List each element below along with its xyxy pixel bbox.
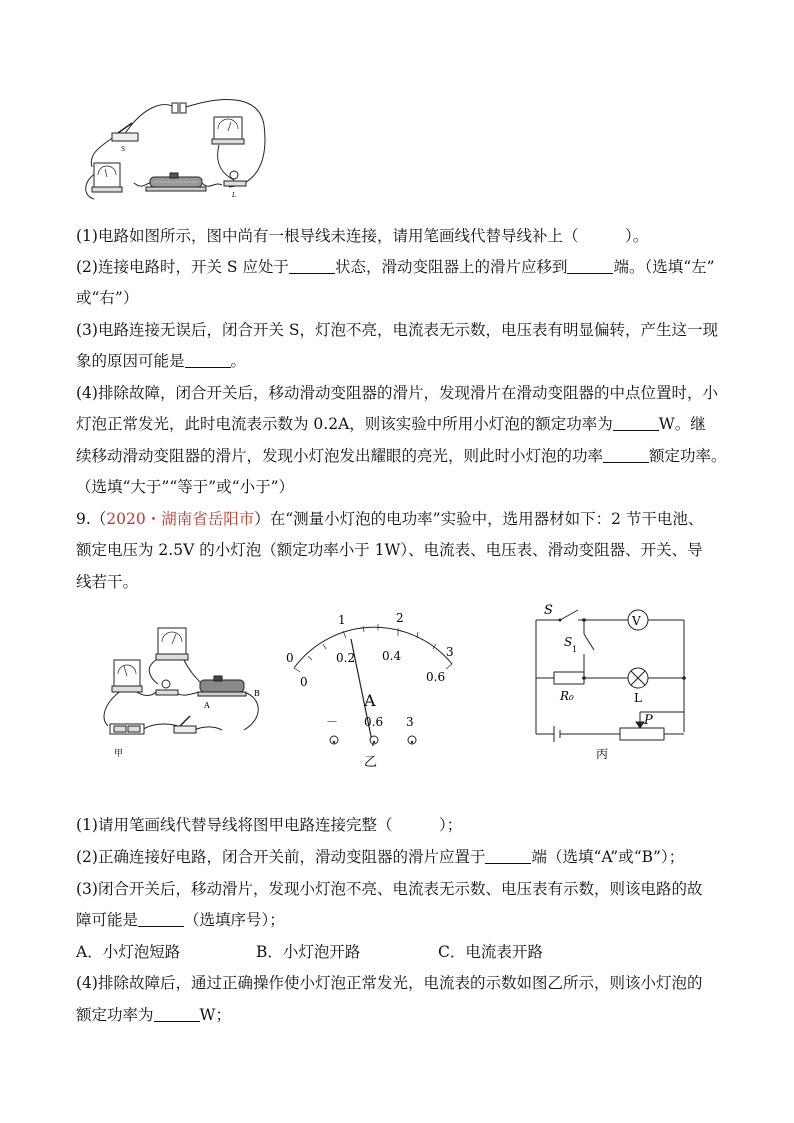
switch-label: S xyxy=(121,146,126,153)
dial-tick-outer: 0 xyxy=(286,651,294,665)
q8-part2-text-c: 端。（选填“左” xyxy=(613,258,715,276)
q8-part4-text-c2: 额定功率。 xyxy=(649,447,727,465)
q9-part4-text-c: W； xyxy=(199,1006,231,1024)
dial-tick-outer: 2 xyxy=(396,611,404,625)
dial-tick-inner: 0 xyxy=(300,675,308,689)
q9-part4-text-b: 额定功率为 xyxy=(76,1006,154,1024)
answer-blank[interactable] xyxy=(603,447,649,463)
q9-part3-line1: (3)闭合开关后，移动滑片，发现小灯泡不亮、电流表无示数、电压表有示数，则该电路的故 xyxy=(76,880,703,898)
q9-intro-line2: 额定电压为 2.5V 的小灯泡（额定功率小于 1W）、电流表、电压表、滑动变阻器、开关、导 xyxy=(76,541,703,559)
slider-label: P xyxy=(644,713,653,728)
terminal-label: 3 xyxy=(406,715,414,729)
lamp-label: L xyxy=(634,691,642,705)
rheostat-label-a: A xyxy=(204,701,210,710)
q8-part4-text-b2: W。继 xyxy=(658,415,706,433)
answer-blank[interactable] xyxy=(613,415,659,431)
voltmeter-label: V xyxy=(632,614,641,628)
q9-part3-text-c: （选填序号）； xyxy=(184,911,285,929)
q9-intro-line1 xyxy=(76,509,726,529)
dial-tick-inner: 0.2 xyxy=(336,651,356,665)
q8-part4-line4: （选填“大于”“等于”或“小于”） xyxy=(76,478,295,496)
q8-part3-text-c: 。 xyxy=(230,352,247,370)
option-b: B．小灯泡开路 xyxy=(256,943,361,961)
answer-blank[interactable] xyxy=(567,258,613,274)
q8-part3-line2 xyxy=(76,351,726,371)
q9-number: 9.（ xyxy=(76,510,107,528)
circuit-figure-jia xyxy=(94,618,274,768)
dial-tick-inner: 0.4 xyxy=(382,649,402,663)
q9-part1: (1)请用笔画线代替导线将图甲电路连接完整（ ）； xyxy=(76,816,463,834)
q9-intro-text: ）在“测量小灯泡的电功率”实验中，选用器材如下：2 节干电池、 xyxy=(254,510,704,528)
circuit-figure-1 xyxy=(74,95,274,205)
switch-s1-label: S xyxy=(564,635,573,649)
option-a: A．小灯泡短路 xyxy=(76,943,181,961)
switch-s-label: S xyxy=(544,603,553,618)
dial-tick-inner: 0.6 xyxy=(426,670,446,684)
figure-yi-caption: 乙 xyxy=(364,755,378,770)
figure-jia-caption: 甲 xyxy=(114,749,124,759)
dial-unit: A xyxy=(364,691,376,710)
figure-bing-caption: 丙 xyxy=(596,747,609,761)
answer-blank[interactable] xyxy=(185,352,231,368)
q8-part4-text-c1: 续移动滑动变阻器的滑片，发现小灯泡发出耀眼的亮光，则此时小灯泡的功率 xyxy=(76,447,604,465)
q9-part3-line2 xyxy=(76,910,726,930)
q8-part4-line2 xyxy=(76,414,726,434)
q9-part3-text-b: 障可能是 xyxy=(76,911,139,929)
q9-intro-line3: 线若干。 xyxy=(76,573,139,591)
q8-part1: (1)电路如图所示，图中尚有一根导线未连接，请用笔画线代替导线补上（ ）。 xyxy=(76,227,649,245)
q9-part2-text-a: (2)正确连接好电路，闭合开关前，滑动变阻器的滑片应置于 xyxy=(76,848,486,866)
rheostat-label-b: B xyxy=(254,689,260,698)
q9-part4-line2 xyxy=(76,1005,726,1025)
option-c: C．电流表开路 xyxy=(438,943,543,961)
q8-part3-line1: (3)电路连接无误后，闭合开关 S，灯泡不亮，电流表无示数，电压表有明显偏转，产生这一现 xyxy=(76,321,719,339)
terminal-label: 0.6 xyxy=(364,715,384,729)
q9-part2-text-b: 端（选填“A”或“B”）； xyxy=(531,848,685,866)
q8-part2-text-a: (2)连接电路时，开关 S 应处于 xyxy=(76,258,289,276)
q9-part2 xyxy=(76,847,726,867)
ammeter-dial-yi xyxy=(278,606,468,776)
terminal-neg: － xyxy=(326,715,339,729)
answer-blank[interactable] xyxy=(138,911,184,927)
answer-blank[interactable] xyxy=(289,258,335,274)
dial-tick-outer: 3 xyxy=(446,645,454,659)
q8-part4-line1: (4)排除故障，闭合开关后，移动滑动变阻器的滑片，发现滑片在滑动变阻器的中点位置时，小 xyxy=(76,384,718,402)
q8-part2-line1 xyxy=(76,257,726,277)
q8-part3-text-b: 象的原因可能是 xyxy=(76,352,185,370)
q8-part4-line3 xyxy=(76,446,726,466)
switch-s1-subscript: 1 xyxy=(572,645,578,654)
resistor-label: R₀ xyxy=(560,689,574,703)
lamp-label: L xyxy=(232,192,236,199)
dial-tick-outer: 1 xyxy=(338,613,346,627)
q9-part4-line1: (4)排除故障后，通过正确操作使小灯泡正常发光，电流表的示数如图乙所示，则该小灯泡的 xyxy=(76,974,703,992)
q9-source: 2020・湖南省岳阳市 xyxy=(106,510,255,528)
q8-part2-text-b: 状态，滑动变阻器上的滑片应移到 xyxy=(334,258,568,276)
answer-blank[interactable] xyxy=(485,848,531,864)
answer-blank[interactable] xyxy=(154,1006,200,1022)
q8-part2-line2: 或“右”） xyxy=(76,289,139,307)
q8-part4-text-b1: 灯泡正常发光，此时电流表示数为 0.2A，则该实验中所用小灯泡的额定功率为 xyxy=(76,415,613,433)
circuit-schematic-bing xyxy=(520,602,700,762)
